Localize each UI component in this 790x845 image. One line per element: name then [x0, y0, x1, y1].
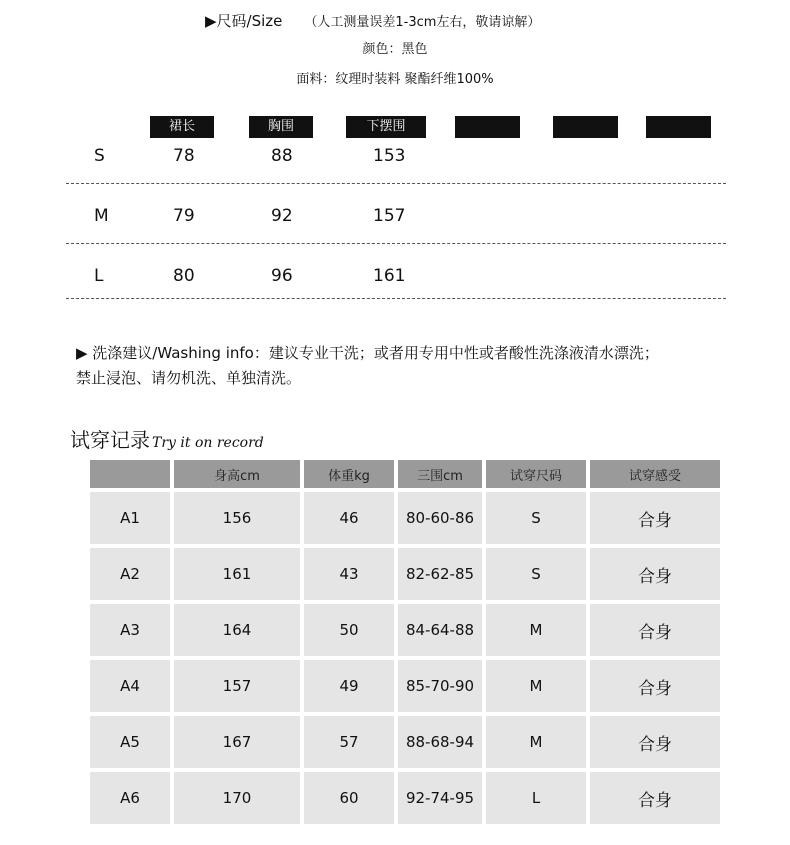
- try-on-title-text: 试穿记录: [70, 428, 150, 452]
- table-row: [90, 772, 720, 824]
- size-row: [0, 206, 790, 230]
- fit-cell: 合身: [590, 548, 720, 600]
- table-row: [90, 604, 720, 656]
- fit-cell: 合身: [590, 660, 720, 712]
- measurements-cell: 84-64-88: [398, 604, 482, 656]
- height-cell: 164: [174, 604, 300, 656]
- try-on-header-row: [90, 460, 720, 488]
- height-cell: 157: [174, 660, 300, 712]
- weight-cell: 50: [304, 604, 394, 656]
- skirt-length-value: 78: [173, 146, 195, 166]
- fit-cell: 合身: [590, 772, 720, 824]
- try-on-table: [86, 456, 724, 828]
- fit-cell: 合身: [590, 716, 720, 768]
- weight-cell: 49: [304, 660, 394, 712]
- hem-value: 157: [373, 206, 406, 226]
- hem-value: 161: [373, 266, 406, 286]
- size-row: [0, 266, 790, 290]
- measurement-note: （人工测量误差1-3cm左右，敬请谅解）: [304, 15, 541, 30]
- weight-cell: 60: [304, 772, 394, 824]
- size-row: [0, 146, 790, 170]
- bust-value: 96: [271, 266, 293, 286]
- fabric-info: 面料：纹理时装料 聚酯纤维100%: [296, 72, 494, 87]
- size-cell: M: [486, 716, 586, 768]
- height-cell: 156: [174, 492, 300, 544]
- size-header-bust: 胸围: [249, 116, 313, 138]
- hem-value: 153: [373, 146, 406, 166]
- weight-cell: 57: [304, 716, 394, 768]
- bust-value: 88: [271, 146, 293, 166]
- header-tester: [90, 460, 170, 488]
- tester-id: A3: [90, 604, 170, 656]
- fit-cell: 合身: [590, 492, 720, 544]
- divider: [66, 298, 726, 299]
- tester-id: A1: [90, 492, 170, 544]
- tester-id: A4: [90, 660, 170, 712]
- size-label: M: [94, 206, 109, 226]
- tester-id: A5: [90, 716, 170, 768]
- weight-cell: 43: [304, 548, 394, 600]
- try-on-title: [70, 424, 264, 453]
- size-header-empty-2: [553, 116, 618, 138]
- divider: [66, 243, 726, 244]
- skirt-length-value: 79: [173, 206, 195, 226]
- washing-info-line-1: ▶ 洗涤建议/Washing info：建议专业干洗；或者用专用中性或者酸性洗涤液清水漂洗；: [76, 344, 659, 362]
- color-info: 颜色：黑色: [362, 42, 428, 57]
- size-label: S: [94, 146, 105, 166]
- tester-id: A6: [90, 772, 170, 824]
- measurements-cell: 82-62-85: [398, 548, 482, 600]
- fit-cell: 合身: [590, 604, 720, 656]
- size-title-text: ▶尺码/Size: [205, 12, 283, 30]
- header-fit-feeling: 试穿感受: [590, 460, 720, 488]
- tester-id: A2: [90, 548, 170, 600]
- height-cell: 161: [174, 548, 300, 600]
- size-header-skirt-length: 裙长: [150, 116, 214, 138]
- header-weight: 体重kg: [304, 460, 394, 488]
- skirt-length-value: 80: [173, 266, 195, 286]
- measurements-cell: 88-68-94: [398, 716, 482, 768]
- size-header-empty-3: [646, 116, 711, 138]
- washing-info: [76, 341, 756, 391]
- bust-value: 92: [271, 206, 293, 226]
- size-header-hem: 下摆围: [346, 116, 426, 138]
- washing-info-line-2: 禁止浸泡、请勿机洗、单独清洗。: [76, 369, 302, 387]
- header-measurements: 三围cm: [398, 460, 482, 488]
- table-row: [90, 492, 720, 544]
- height-cell: 170: [174, 772, 300, 824]
- measurements-cell: 80-60-86: [398, 492, 482, 544]
- try-on-subtitle: Try it on record: [152, 435, 264, 451]
- weight-cell: 46: [304, 492, 394, 544]
- table-row: [90, 716, 720, 768]
- header-height: 身高cm: [174, 460, 300, 488]
- table-row: [90, 548, 720, 600]
- table-row: [90, 660, 720, 712]
- divider: [66, 183, 726, 184]
- size-label: L: [94, 266, 104, 286]
- size-section-title: [205, 10, 540, 31]
- size-header-empty-1: [455, 116, 520, 138]
- measurements-cell: 85-70-90: [398, 660, 482, 712]
- header-size-tried: 试穿尺码: [486, 460, 586, 488]
- height-cell: 167: [174, 716, 300, 768]
- measurements-cell: 92-74-95: [398, 772, 482, 824]
- size-cell: M: [486, 660, 586, 712]
- size-cell: S: [486, 548, 586, 600]
- size-cell: M: [486, 604, 586, 656]
- size-cell: S: [486, 492, 586, 544]
- size-cell: L: [486, 772, 586, 824]
